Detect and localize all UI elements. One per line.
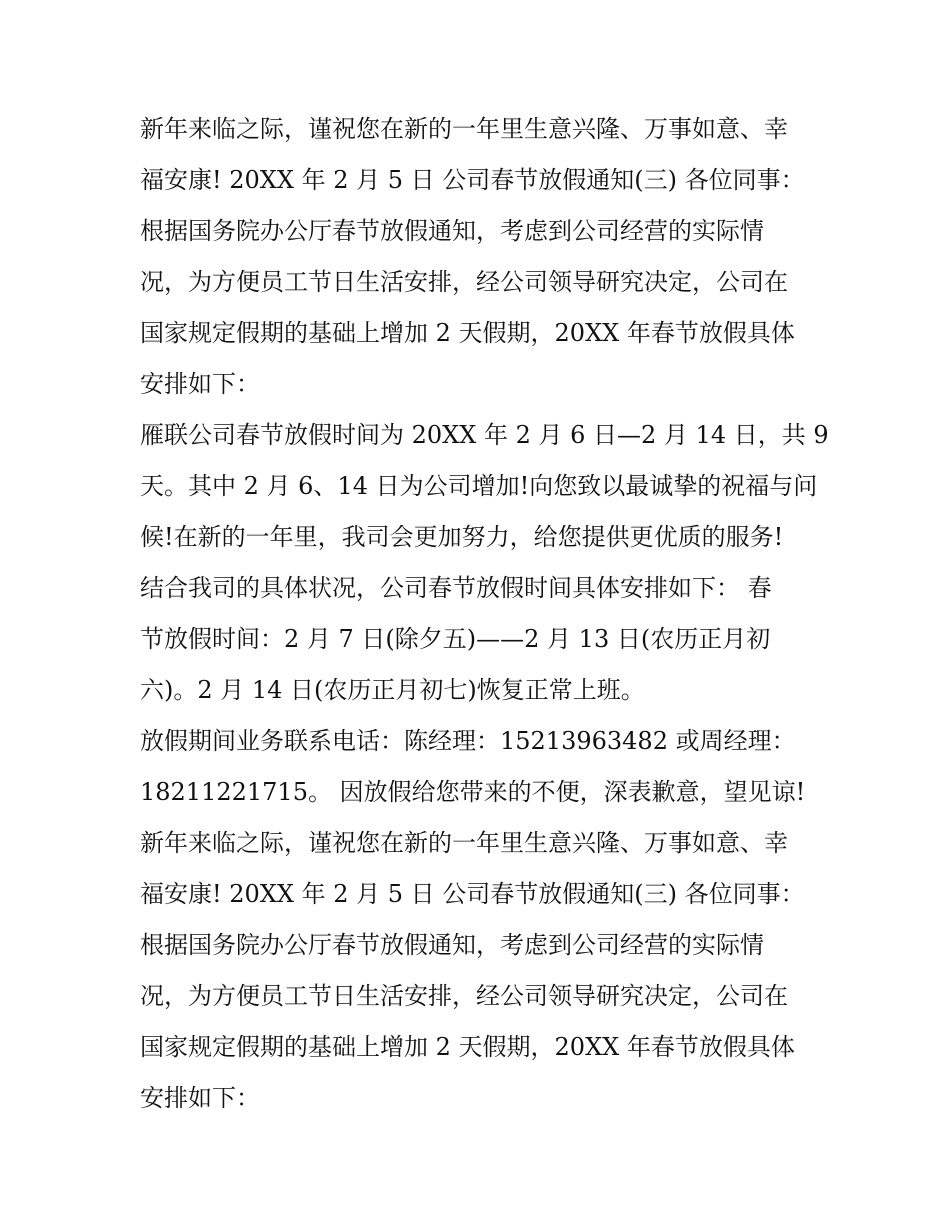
text-line: 放假期间业务联系电话：陈经理：15213963482 或周经理： <box>140 727 796 755</box>
text-line: 福安康! 20XX 年 2 月 5 日 公司春节放假通知(三) 各位同事： <box>140 880 805 908</box>
text-line: 雁联公司春节放假时间为 20XX 年 2 月 6 日—2 月 14 日，共 9 <box>140 421 829 449</box>
text-line: 候!在新的一年里，我司会更加努力，给您提供更优质的服务! <box>140 523 784 551</box>
text-line: 国家规定假期的基础上增加 2 天假期，20XX 年春节放假具体 <box>140 319 795 347</box>
text-line: 根据国务院办公厅春节放假通知，考虑到公司经营的实际情 <box>140 931 764 959</box>
text-line: 结合我司的具体状况，公司春节放假时间具体安排如下： 春 <box>140 574 772 602</box>
text-line: 安排如下： <box>140 1084 260 1112</box>
text-line: 国家规定假期的基础上增加 2 天假期，20XX 年春节放假具体 <box>140 1033 795 1061</box>
text-line: 六)。2 月 14 日(农历正月初七)恢复正常上班。 <box>140 676 645 704</box>
text-line: 新年来临之际，谨祝您在新的一年里生意兴隆、万事如意、幸 <box>140 115 788 143</box>
text-line: 况，为方便员工节日生活安排，经公司领导研究决定，公司在 <box>140 982 788 1010</box>
text-line: 新年来临之际，谨祝您在新的一年里生意兴隆、万事如意、幸 <box>140 829 788 857</box>
text-line: 安排如下： <box>140 370 260 398</box>
text-line: 根据国务院办公厅春节放假通知，考虑到公司经营的实际情 <box>140 217 764 245</box>
text-line: 福安康! 20XX 年 2 月 5 日 公司春节放假通知(三) 各位同事： <box>140 166 805 194</box>
text-line: 天。其中 2 月 6、14 日为公司增加!向您致以最诚挚的祝福与问 <box>140 472 818 500</box>
text-line: 况，为方便员工节日生活安排，经公司领导研究决定，公司在 <box>140 268 788 296</box>
text-line: 节放假时间：2 月 7 日(除夕五)——2 月 13 日(农历正月初 <box>140 625 771 653</box>
text-line: 18211221715。 因放假给您带来的不便，深表歉意，望见谅! <box>140 778 806 806</box>
document-body <box>140 104 829 1124</box>
